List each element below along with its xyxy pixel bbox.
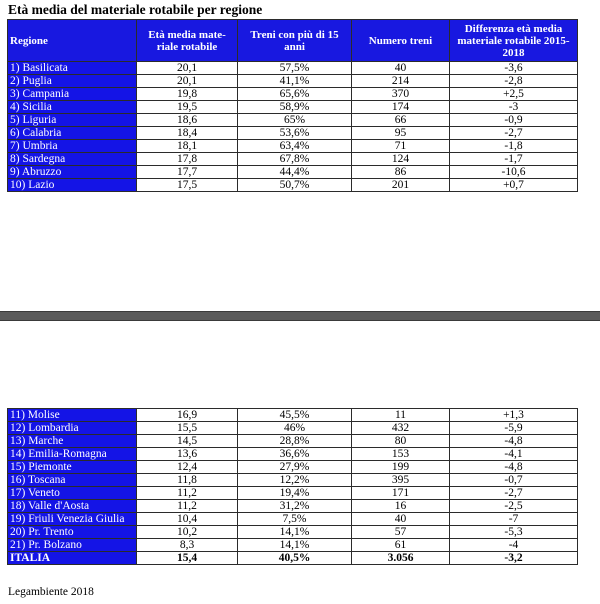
value-cell: 17,8 [137,153,238,166]
table-row [8,114,578,127]
region-cell: 4) Sicilia [8,101,137,114]
region-cell: 5) Liguria [8,114,137,127]
value-cell: 14,1% [238,526,352,539]
value-cell: 11 [352,409,450,422]
value-cell: 61 [352,539,450,552]
value-cell: -7 [450,513,578,526]
value-cell: 57 [352,526,450,539]
region-cell: 1) Basilicata [8,62,137,75]
table-row [8,101,578,114]
value-cell: 46% [238,422,352,435]
value-cell: 19,4% [238,487,352,500]
value-cell: +1,3 [450,409,578,422]
value-cell: -5,3 [450,526,578,539]
table-row [8,435,578,448]
value-cell: -2,8 [450,75,578,88]
region-cell: 17) Veneto [8,487,137,500]
header-treni-15-anni: Treni con più di 15 anni [238,20,352,62]
header-differenza: Differenza età media materiale rotabile 2015-2018 [450,20,578,62]
table-row [8,513,578,526]
value-cell: -1,8 [450,140,578,153]
region-cell: 2) Puglia [8,75,137,88]
value-cell: 17,7 [137,166,238,179]
region-cell: 6) Calabria [8,127,137,140]
value-cell: -5,9 [450,422,578,435]
value-cell: -4,8 [450,435,578,448]
region-cell: 18) Valle d'Aosta [8,500,137,513]
value-cell: 10,2 [137,526,238,539]
value-cell: 71 [352,140,450,153]
region-cell: 10) Lazio [8,179,137,192]
regions-table-top [7,19,578,192]
value-cell: 16 [352,500,450,513]
value-cell: 8,3 [137,539,238,552]
value-cell: 63,4% [238,140,352,153]
table-row [8,487,578,500]
value-cell: -2,5 [450,500,578,513]
value-cell: 7,5% [238,513,352,526]
table-row [8,422,578,435]
value-cell: +0,7 [450,179,578,192]
value-cell: 20,1 [137,75,238,88]
table-row [8,166,578,179]
table-row [8,526,578,539]
value-cell: 65,6% [238,88,352,101]
table-row [8,179,578,192]
region-cell: 11) Molise [8,409,137,422]
value-cell: -0,7 [450,474,578,487]
value-cell: 14,5 [137,435,238,448]
value-cell: 28,8% [238,435,352,448]
value-cell: 40,5% [238,552,352,565]
page-divider [0,311,600,321]
value-cell: -3,6 [450,62,578,75]
value-cell: 10,4 [137,513,238,526]
value-cell: 95 [352,127,450,140]
region-cell: 14) Emilia-Romagna [8,448,137,461]
value-cell: 19,8 [137,88,238,101]
header-numero-treni: Numero treni [352,20,450,62]
table-row [8,88,578,101]
value-cell: 80 [352,435,450,448]
table-row [8,500,578,513]
value-cell: 12,2% [238,474,352,487]
value-cell: 370 [352,88,450,101]
value-cell: 57,5% [238,62,352,75]
table-row [8,140,578,153]
region-cell: 21) Pr. Bolzano [8,539,137,552]
region-cell: 13) Marche [8,435,137,448]
value-cell: 153 [352,448,450,461]
value-cell: -4 [450,539,578,552]
value-cell: -3,2 [450,552,578,565]
region-cell: 7) Umbria [8,140,137,153]
value-cell: 86 [352,166,450,179]
value-cell: 41,1% [238,75,352,88]
value-cell: 124 [352,153,450,166]
total-row [8,552,578,565]
region-cell: 9) Abruzzo [8,166,137,179]
value-cell: 214 [352,75,450,88]
value-cell: 66 [352,114,450,127]
value-cell: 14,1% [238,539,352,552]
value-cell: 50,7% [238,179,352,192]
value-cell: 16,9 [137,409,238,422]
value-cell: 20,1 [137,62,238,75]
region-cell: ITALIA [8,552,137,565]
table-row [8,153,578,166]
region-cell: 15) Piemonte [8,461,137,474]
source-note: Legambiente 2018 [8,586,94,598]
value-cell: 18,4 [137,127,238,140]
region-cell: 16) Toscana [8,474,137,487]
table-row [8,448,578,461]
value-cell: 11,2 [137,500,238,513]
header-eta-media: Età media mate-riale rotabile [137,20,238,62]
value-cell: -0,9 [450,114,578,127]
value-cell: 36,6% [238,448,352,461]
value-cell: 11,2 [137,487,238,500]
value-cell: 13,6 [137,448,238,461]
header-regione: Regione [8,20,137,62]
table-row [8,127,578,140]
value-cell: 67,8% [238,153,352,166]
value-cell: 201 [352,179,450,192]
table-row [8,461,578,474]
value-cell: 27,9% [238,461,352,474]
table-row [8,474,578,487]
region-cell: 8) Sardegna [8,153,137,166]
value-cell: 11,8 [137,474,238,487]
value-cell: 19,5 [137,101,238,114]
region-cell: 19) Friuli Venezia Giulia [8,513,137,526]
value-cell: 15,5 [137,422,238,435]
value-cell: 199 [352,461,450,474]
value-cell: -4,8 [450,461,578,474]
value-cell: 395 [352,474,450,487]
value-cell: 31,2% [238,500,352,513]
value-cell: 53,6% [238,127,352,140]
page-title: Età media del materiale rotabile per regione [8,2,263,17]
value-cell: 58,9% [238,101,352,114]
value-cell: 17,5 [137,179,238,192]
region-cell: 20) Pr. Trento [8,526,137,539]
value-cell: 174 [352,101,450,114]
table-row [8,539,578,552]
value-cell: -2,7 [450,127,578,140]
regions-table-bottom [7,408,578,565]
value-cell: -10,6 [450,166,578,179]
value-cell: 432 [352,422,450,435]
value-cell: 171 [352,487,450,500]
value-cell: 12,4 [137,461,238,474]
table-row [8,62,578,75]
table-row [8,409,578,422]
value-cell: 15,4 [137,552,238,565]
table-row [8,75,578,88]
value-cell: -2,7 [450,487,578,500]
value-cell: -3 [450,101,578,114]
value-cell: 3.056 [352,552,450,565]
value-cell: +2,5 [450,88,578,101]
value-cell: -4,1 [450,448,578,461]
value-cell: 45,5% [238,409,352,422]
value-cell: -1,7 [450,153,578,166]
region-cell: 3) Campania [8,88,137,101]
region-cell: 12) Lombardia [8,422,137,435]
value-cell: 18,1 [137,140,238,153]
value-cell: 40 [352,62,450,75]
value-cell: 40 [352,513,450,526]
value-cell: 18,6 [137,114,238,127]
value-cell: 65% [238,114,352,127]
value-cell: 44,4% [238,166,352,179]
